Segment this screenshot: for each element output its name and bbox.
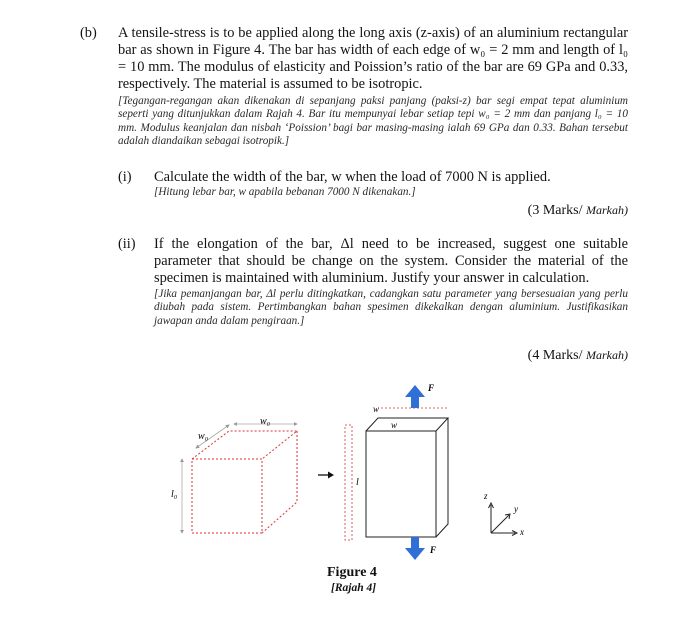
question-text-malay: [Tegangan-regangan akan dikenakan di sepanjang paksi panjang (paksi-z) bar segi empat tepat aluminium seperti yang ditunjukkan dalam Rajah 4. Bar itu mempunyai lebar setiap tepi w₀ = 2 mm dan panjang l₀ = 10 mm. Modulus keanjalan dan nisbah ‘Poission’ bagi bar masing-masing ialah 69 GPa dan 0.33. Bahan tersebut adalah diandaikan sebagai isotropik.]: [118, 95, 628, 148]
axis-triad-icon: [489, 503, 518, 536]
stretched-bar: [366, 418, 448, 537]
figure-caption: Figure 4: [327, 565, 377, 580]
axis-label-z: z: [484, 491, 488, 501]
axis-label-y: y: [514, 504, 518, 514]
label-w-top: w: [373, 404, 380, 414]
marks-label: (4 Marks/: [527, 348, 583, 363]
question-text: A tensile-stress is to be applied along the long axis (z-axis) of an aluminium rectangular bar as shown in Figure 4. The bar has width of each edge of w₀ = 2 mm and length of l₀ = 10 mm. The modulus of elasticity and Poission’s ratio of the bar are 69 GPa and 0.33, respectively. The material is assumed to be isotropic.: [118, 25, 628, 92]
sub-i-marks: [528, 203, 628, 219]
original-cube: [192, 431, 297, 533]
label-l: l: [356, 477, 359, 488]
label-w-face: w: [391, 420, 398, 430]
bar-length-dimension: [345, 425, 352, 540]
sub-ii-marks: [528, 348, 628, 364]
sub-i-label: (i): [118, 169, 132, 185]
sub-i-malay: [Hitung lebar bar, w apabila bebanan 7000 N dikenakan.]: [154, 186, 416, 198]
sub-ii-malay: [Jika pemanjangan bar, Δl perlu ditingkatkan, cadangkan satu parameter yang bersesuaian yang perlu diubah pada sistem. Pertimbangkan bahan spesimen dikekalkan dengan aluminium. Justifikasikan jawapan anda dalam pengiraan.]: [154, 288, 628, 327]
marks-label: (3 Marks/: [527, 203, 583, 218]
marks-label-malay: Markah): [586, 348, 628, 362]
figure-caption-malay: [Rajah 4]: [331, 582, 377, 594]
part-label: (b): [80, 25, 97, 41]
axis-label-x: x: [520, 527, 524, 537]
transition-arrow-icon: [318, 472, 334, 479]
sub-ii-label: (ii): [118, 236, 136, 252]
force-arrow-down-icon: [405, 537, 425, 560]
label-l0: l₀: [171, 489, 178, 500]
force-arrow-up-icon: [405, 385, 425, 408]
label-f-top: F: [428, 383, 435, 393]
label-w0-top: w₀: [260, 416, 271, 427]
sub-ii-text: If the elongation of the bar, Δl need to be increased, suggest one suitable parameter that should be change on the system. Consider the material of the specimen is maintained with aluminium. Justify your answer in calculation.: [154, 236, 628, 286]
sub-i-text: Calculate the width of the bar, w when the load of 7000 N is applied.: [154, 169, 551, 185]
marks-label-malay: Markah): [586, 203, 628, 217]
label-f-bottom: F: [430, 545, 437, 555]
label-w0-side: w₀: [198, 431, 209, 442]
